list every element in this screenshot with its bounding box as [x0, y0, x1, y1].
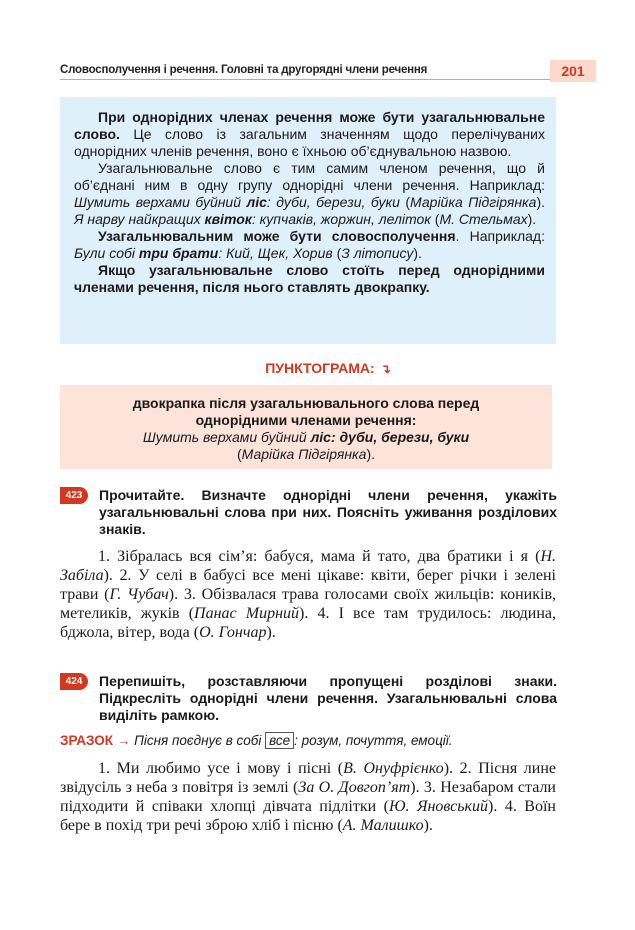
boxed-word: все	[265, 732, 294, 749]
task-424-instruction: Перепишіть, розставляючи пропущені розділові знаки. Підкресліть однорідні члени речення. Узагальнювальні слова виділіть рамкою.	[99, 673, 557, 723]
punktogram-box	[60, 385, 552, 469]
arrow-down-icon: ↴	[380, 362, 391, 377]
arrow-right-icon: →	[116, 733, 131, 748]
rule-paragraph-3: Узагальнювальним може бути словосполучення. Наприклад: Були собі три брати: Кий, Щек, Хорив (З літопису).	[74, 228, 545, 261]
task-423-badge: 423	[60, 487, 88, 504]
example-line: ЗРАЗОК → Пісня поєднує в собі все : розум, почуття, емоції.	[60, 733, 453, 748]
punktogram-title: ПУНКТОГРАМА: ↴	[265, 360, 391, 377]
running-title: Словосполучення і речення. Головні та другорядні члени речення	[60, 64, 428, 76]
rule-paragraph-2: Узагальнювальне слово є тим самим членом речення, що й об’єднані ним в одну групу однорідні члени речення. Наприклад: Шумить верхами буйний ліс: дуби, берези, буки (Марійка Підгірянка). Я нарву найкращих квіток: купчаків, жоржин, леліток (М. Стельмах).	[74, 160, 545, 227]
header-divider	[60, 79, 556, 80]
rule-box	[60, 97, 556, 344]
punktogram-source: (Марійка Підгірянка).	[236, 446, 376, 462]
punktogram-line-2: однорідними членами речення:	[195, 412, 417, 428]
task-424-text: 1. Ми любимо усе і мову і пісні (В. Онуфрієнко). 2. Пісня лине звідусіль з неба з повітря із землі (За О. Довгоп’ят). 3. Незабаром стали підходити й співаки хлопці дівчата підлітки (Ю. Яновський). 4. Воїн бере в похід три речі зброю хліб і пісню (А. Малишко).	[60, 760, 557, 834]
task-423-instruction: Прочитайте. Визначте однорідні члени речення, укажіть узагальнювальні слова при них. Поясніть уживання розділових знаків.	[99, 487, 557, 537]
page-header	[60, 60, 596, 82]
page-number: 201	[550, 60, 596, 82]
rule-paragraph-1: При однорідних членах речення може бути узагальнювальне слово. Це слово із загальним значенням щодо перелічуваних однорідних членів речення, воно є їхньою об’єднувальною назвою.	[74, 109, 545, 159]
example-label: ЗРАЗОК	[60, 733, 114, 748]
task-423-text: 1. Зібралась вся сім’я: бабуся, мама й тато, два братики і я (Н. Забіла). 2. У селі в бабусі все мені цікаве: квіти, берег річки і зелені трави (Г. Чубач). 3. Обізвалася трава голосами своїх жильців: коників, метеликів, жуків (Панас Мирний). 4. І все там трудилось: людина, бджола, вітер, вода (О. Гончар).	[60, 548, 557, 641]
rule-paragraph-4: Якщо узагальнювальне слово стоїть перед однорідними членами речення, після нього ставлять двокрапку.	[74, 262, 545, 295]
punktogram-line-1: двокрапка після узагальнювального слова перед	[132, 395, 480, 411]
punktogram-example: Шумить верхами буйний ліс: дуби, берези, буки	[142, 429, 470, 445]
task-424-badge: 424	[60, 673, 88, 690]
